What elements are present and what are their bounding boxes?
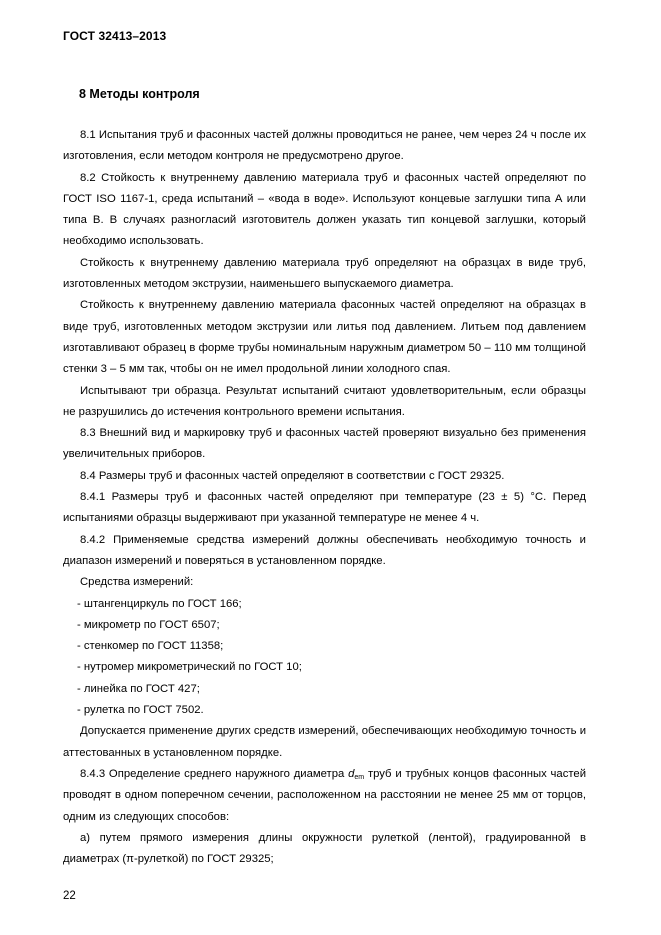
list-item: - штангенциркуль по ГОСТ 166; <box>77 597 242 610</box>
section-title: 8 Методы контроля <box>79 87 200 101</box>
list-item: - рулетка по ГОСТ 7502. <box>77 704 204 717</box>
list-item: - нутромер микрометрический по ГОСТ 10; <box>77 661 302 674</box>
paragraph-8-1: 8.1 Испытания труб и фасонных частей должны проводиться не ранее, чем через 24 ч после их изготовления, если методом контроля не предусмотрено другое. <box>63 129 586 163</box>
paragraph-8-2: 8.2 Стойкость к внутреннему давлению материала труб и фасонных частей определяют по ГОСТ ISO 1167-1, среда испытаний – «вода в воде». Используют концевые заглушки типа А или типа В. В случаях разногласий изготовитель должен указать тип концевой заглушки, который необходимо использовать. <box>63 171 586 248</box>
paragraph-8-4-3-start: 8.4.3 Определение среднего наружного диаметра <box>80 767 349 780</box>
diameter-symbol: d <box>348 767 355 780</box>
paragraph-fittings-resistance: Стойкость к внутреннему давлению материала фасонных частей определяют на образцах в виде труб, изготовленных методом экструзии или литья под давлением. Литьем под давлением изготавливают образец в форме трубы номинальным наружным диаметром 50 – 110 мм толщиной стенки 3 – 5 мм так, чтобы он не имел продольной линии холодного спая. <box>63 299 586 376</box>
paragraph-pipes-resistance: Стойкость к внутреннему давлению материала труб определяют на образцах в виде труб, изготовленных методом экструзии, наименьшего выпускаемого диаметра. <box>63 256 586 291</box>
list-item: - микрометр по ГОСТ 6507; <box>77 618 220 631</box>
document-code-header: ГОСТ 32413–2013 <box>63 29 167 43</box>
paragraph-8-4: 8.4 Размеры труб и фасонных частей определяют в соответствии с ГОСТ 29325. <box>80 469 505 482</box>
page-number: 22 <box>63 890 76 902</box>
paragraph-three-samples: Испытывают три образца. Результат испытаний считают удовлетворительным, если образцы не разрушились до истечения контрольного времени испытания. <box>63 384 586 418</box>
paragraph-8-4-2: 8.4.2 Применяемые средства измерений должны обеспечивать необходимую точность и диапазон измерений и поверяться в установленном порядке. <box>63 533 586 567</box>
paragraph-measuring-tools: Средства измерений: <box>80 576 194 589</box>
paragraph-8-3: 8.3 Внешний вид и маркировку труб и фасонных частей проверяют визуально без применения увеличительных приборов. <box>63 427 586 461</box>
document-body <box>63 125 586 870</box>
paragraph-8-4-3 <box>63 764 586 828</box>
paragraph-other-tools-allowed: Допускается применение других средств измерений, обеспечивающих необходимую точность и аттестованных в установленном порядке. <box>63 725 586 759</box>
list-item: - стенкомер по ГОСТ 11358; <box>77 640 224 653</box>
paragraph-method-a: а) путем прямого измерения длины окружности рулеткой (лентой), градуированной в диаметрах (π-рулеткой) по ГОСТ 29325; <box>63 831 586 866</box>
list-item: - линейка по ГОСТ 427; <box>77 682 200 695</box>
diameter-subscript: em <box>354 773 365 781</box>
paragraph-8-4-3-end: труб и трубных концов фасонных частей проводят в одном поперечном сечении, расположенном на расстоянии не менее 25 мм от торцов, одним из следующих способов: <box>63 767 587 823</box>
paragraph-8-4-1: 8.4.1 Размеры труб и фасонных частей определяют при температуре (23 ± 5) °С. Перед испытаниями образцы выдерживают при указанной температуре не менее 4 ч. <box>63 491 586 525</box>
